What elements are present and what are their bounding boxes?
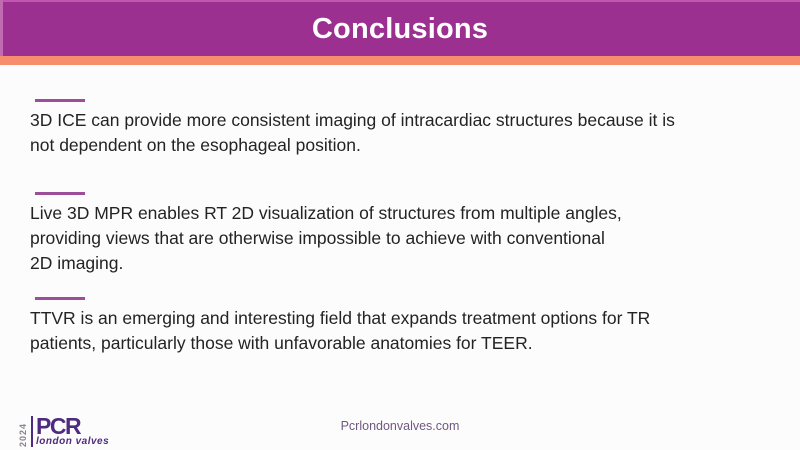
bullet-item-1 (30, 99, 770, 158)
logo-tagline: london valves (36, 436, 110, 447)
bullet-text-line: Live 3D MPR enables RT 2D visualization of structures from multiple angles, (30, 203, 622, 223)
bullet-text (30, 201, 770, 276)
bullet-dash-icon (35, 192, 85, 195)
bullet-item-2 (30, 192, 770, 276)
title-bar (0, 0, 800, 56)
header-left-accent (0, 0, 3, 56)
bullet-text-line: 3D ICE can provide more consistent imaging of intracardiac structures because it is (30, 110, 675, 130)
logo-year: 2024 (18, 422, 28, 447)
bullet-text-line: patients, particularly those with unfavorable anatomies for TEER. (30, 333, 533, 353)
bullet-text-line: 2D imaging. (30, 253, 124, 273)
bullet-dash-icon (35, 297, 85, 300)
bullet-text (30, 306, 770, 356)
footer-website-text: Pcrlondonvalves.com (340, 419, 460, 433)
page-title: Conclusions (311, 12, 489, 45)
bullet-text-line: providing views that are otherwise impossible to achieve with conventional (30, 228, 605, 248)
bullet-dash-icon (35, 99, 85, 102)
bullet-text-line: not dependent on the esophageal position. (30, 135, 361, 155)
bullet-item-3 (30, 297, 770, 356)
logo-brand: PCR (36, 413, 81, 439)
pcr-london-valves-logo (18, 413, 110, 447)
bullet-text-line: TTVR is an emerging and interesting field that expands treatment options for TR (30, 308, 651, 328)
slide-content (0, 65, 800, 356)
logo-divider (31, 416, 33, 447)
accent-stripe (0, 56, 800, 65)
bullet-text (30, 108, 770, 158)
logo-text (36, 413, 110, 447)
